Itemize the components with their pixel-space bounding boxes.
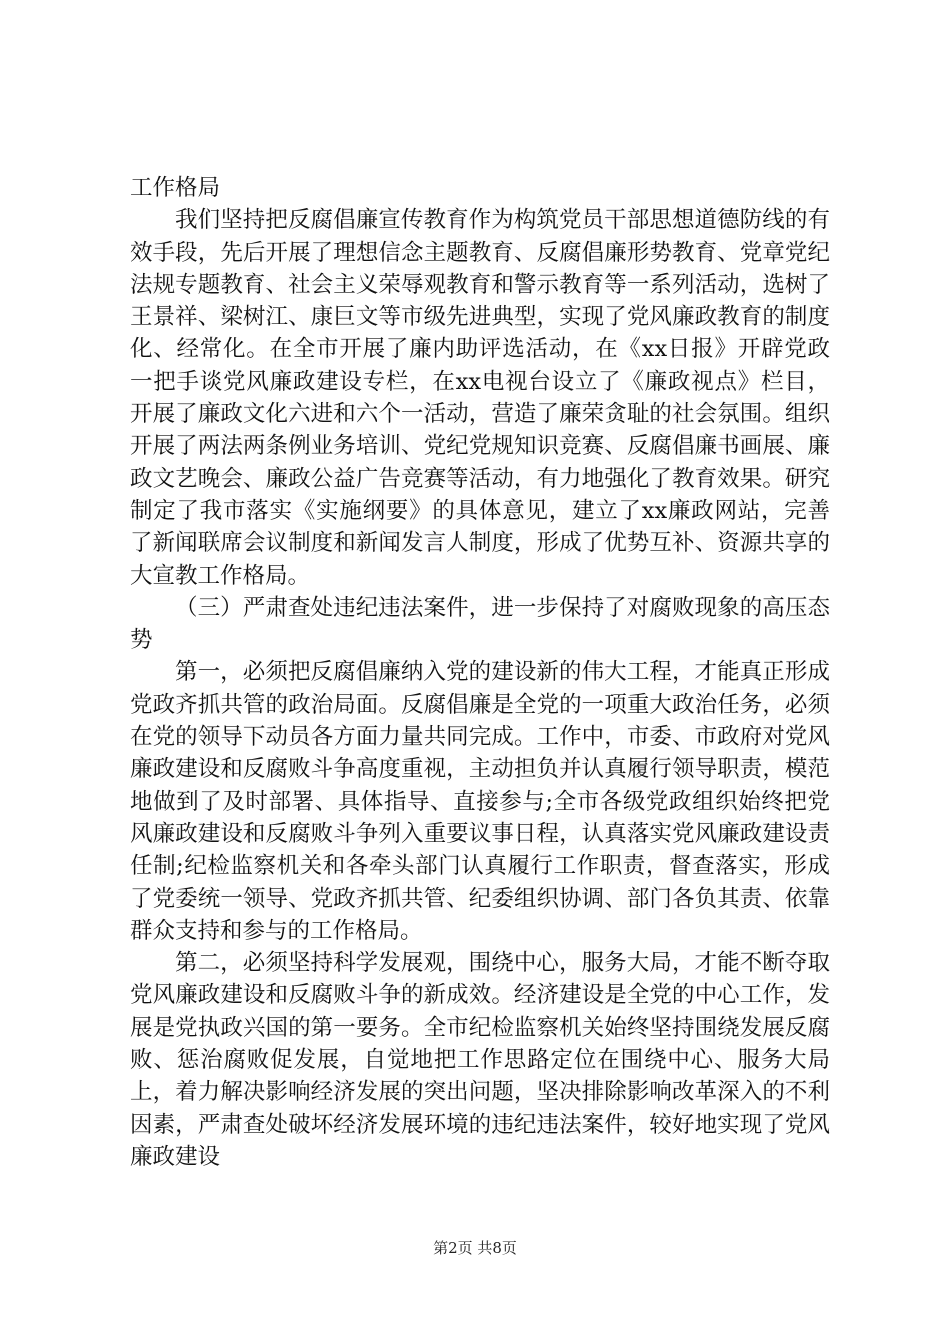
page-footer: 第2页 共8页	[433, 1239, 517, 1257]
section-heading-3: （三）严肃查处违纪违法案件，进一步保持了对腐败现象的高压态势	[130, 594, 830, 654]
paragraph-first-point: 第一，必须把反腐倡廉纳入党的建设新的伟大工程，才能真正形成党政齐抓共管的政治局面。反腐倡廉是全党的一项重大政治任务，必须在党的领导下动员各方面力量共同完成。工作中，市委、市政府对党风廉政建设和反腐败斗争高度重视，主动担负并认真履行领导职责，模范地做到了及时部署、具体指导、直接参与;全市各级党政组织始终把党风廉政建设和反腐败斗争列入重要议事日程，认真落实党风廉政建设责任制;纪检监察机关和各牵头部门认真履行工作职责，督查落实，形成了党委统一领导、党政齐抓共管、纪委组织协调、部门各负其责、依靠群众支持和参与的工作格局。	[130, 659, 830, 944]
paragraph-second-point: 第二，必须坚持科学发展观，围绕中心，服务大局，才能不断夺取党风廉政建设和反腐败斗争的新成效。经济建设是全党的中心工作，发展是党执政兴国的第一要务。全市纪检监察机关始终坚持围绕发展反腐败、惩治腐败促发展，自觉地把工作思路定位在围绕中心、服务大局上，着力解决影响经济发展的突出问题，坚决排除影响改革深入的不利因素，严肃查处破坏经济发展环境的违纪违法案件，较好地实现了党风廉政建设	[130, 950, 830, 1170]
paragraph-publicity-education: 我们坚持把反腐倡廉宣传教育作为构筑党员干部思想道德防线的有效手段，先后开展了理想信念主题教育、反腐倡廉形势教育、党章党纪法规专题教育、社会主义荣辱观教育和警示教育等一系列活动，选树了王景祥、梁树江、康巨文等市级先进典型，实现了党风廉政教育的制度化、经常化。在全市开展了廉内助评选活动，在《xx日报》开辟党政一把手谈党风廉政建设专栏，在xx电视台设立了《廉政视点》栏目，开展了廉政文化六进和六个一活动，营造了廉荣贪耻的社会氛围。组织开展了两法两条例业务培训、党纪党规知识竞赛、反腐倡廉书画展、廉政文艺晚会、廉政公益广告竞赛等活动，有力地强化了教育效果。研究制定了我市落实《实施纲要》的具体意见，建立了xx廉政网站，完善了新闻联席会议制度和新闻发言人制度，形成了优势互补、资源共享的大宣教工作格局。	[130, 207, 830, 589]
paragraph-continuation: 工作格局	[130, 175, 221, 201]
document-body	[130, 172, 830, 1173]
